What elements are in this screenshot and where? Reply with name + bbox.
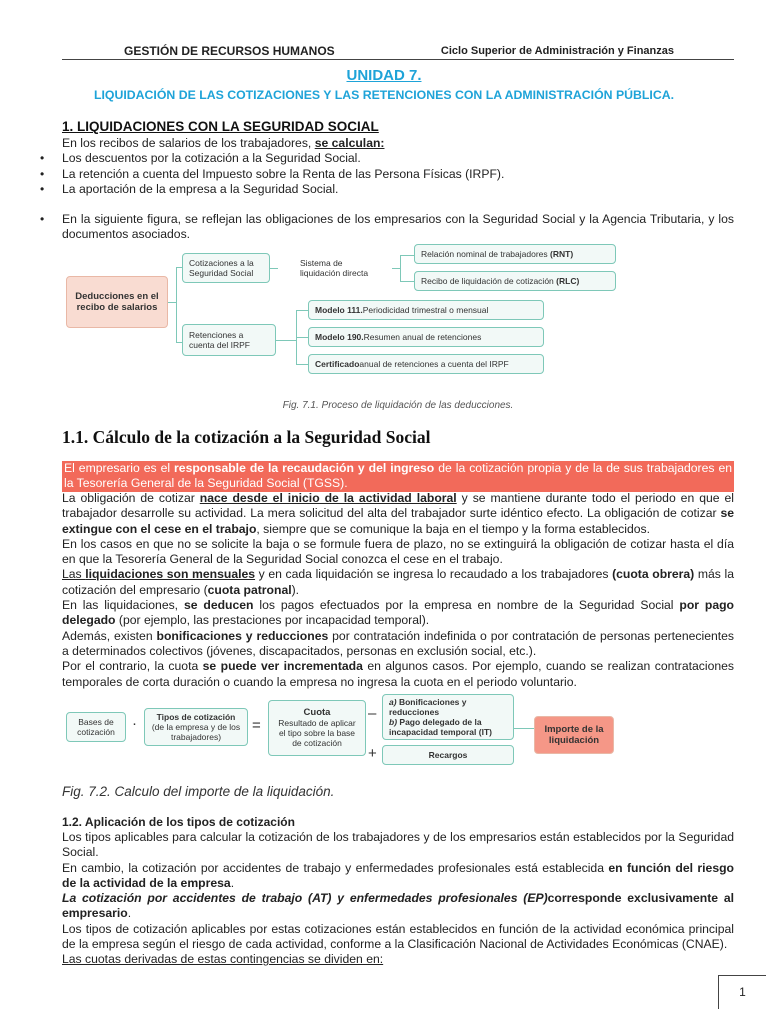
paragraph: En cambio, la cotización por accidentes de trabajo y enfermedades profesionales está establecida en función del riesgo de la actividad de la empresa. bbox=[62, 860, 734, 890]
rates-box: Tipos de cotización (de la empresa y de los trabajadores) bbox=[144, 708, 248, 746]
model-111-box: Modelo 111. Periodicidad trimestral o mensual bbox=[308, 300, 544, 320]
list-item: • En la siguiente figura, se reflejan las obligaciones de los empresarios con la Seguridad Social y la Agencia Tributaria, y los documentos asociados. bbox=[62, 212, 734, 243]
deductions-list bbox=[62, 151, 734, 197]
header-right: Ciclo Superior de Administración y Finanzas bbox=[440, 45, 674, 57]
intro-line: En los recibos de salarios de los trabajadores, se calculan: bbox=[62, 136, 385, 150]
root-deductions-box: Deducciones en el recibo de salarios bbox=[66, 276, 168, 328]
header-left: GESTIÓN DE RECURSOS HUMANOS bbox=[124, 44, 335, 58]
figure-2-caption: Fig. 7.2. Calculo del importe de la liquidación. bbox=[62, 784, 335, 799]
page-header bbox=[62, 44, 734, 60]
certificate-box: Certificado anual de retenciones a cuenta del IRPF bbox=[308, 354, 544, 374]
figure-intro-list bbox=[62, 212, 734, 243]
list-item: • Los descuentos por la cotización a la Seguridad Social. bbox=[62, 151, 734, 166]
section-1-1-body bbox=[62, 491, 734, 690]
model-190-box: Modelo 190. Resumen anual de retenciones bbox=[308, 327, 544, 347]
paragraph: Las liquidaciones son mensuales y en cada liquidación se ingresa lo recaudado a los trabajadores (cuota obrera) más la cotización del empresario (cuota patronal). bbox=[62, 567, 734, 597]
liquidation-amount-box: Importe de la liquidación bbox=[534, 716, 614, 754]
page-number: 1 bbox=[718, 975, 766, 1009]
paragraph: En los casos en que no se solicite la baja o se formule fuera de plazo, no se extinguirá la obligación de cotizar hasta el día en que la Tesorería General de la Seguridad Social conozca el cese en el trabajo. bbox=[62, 536, 734, 567]
liquidation-diagram bbox=[66, 694, 616, 770]
irpf-box: Retenciones a cuenta del IRPF bbox=[182, 324, 276, 356]
paragraph: En las liquidaciones, se deducen los pagos efectuados por la empresa en nombre de la Seguridad Social por pago delegado (por ejemplo, las prestaciones por incapacidad temporal). bbox=[62, 598, 735, 628]
paragraph: La cotización por accidentes de trabajo (AT) y enfermedades profesionales (EP)corresponde exclusivamente al empresario. bbox=[62, 891, 734, 921]
rlc-box: Recibo de liquidación de cotización (RLC) bbox=[414, 271, 616, 291]
deductions-diagram bbox=[66, 248, 580, 376]
paragraph: Las cuotas derivadas de estas contingencias se dividen en: bbox=[62, 952, 384, 967]
paragraph: La obligación de cotizar nace desde el inicio de la actividad laboral y se mantiene durante todo el periodo en que el trabajador desarrolle su actividad. La mera solicitud del alta del trabajador surte idéntico efecto. La obligación de cotizar se extingue con el cese en el trabajo, siempre que se comunique la baja en el tiempo y la forma establecidos. bbox=[62, 491, 734, 536]
section-1-intro bbox=[62, 136, 734, 243]
figure-1-caption: Fig. 7.1. Proceso de liquidación de las deducciones. bbox=[282, 400, 514, 411]
unit-subtitle: LIQUIDACIÓN DE LAS COTIZACIONES Y LAS RETENCIONES CON LA ADMINISTRACIÓN PÚBLICA. bbox=[93, 88, 675, 102]
minus-operator: – bbox=[368, 705, 377, 722]
bases-box: Bases de cotización bbox=[66, 712, 126, 742]
section-1-2-title: 1.2. Aplicación de los tipos de cotización bbox=[62, 815, 295, 829]
social-security-box: Cotizaciones a la Seguridad Social bbox=[182, 253, 270, 283]
section-1-2-body bbox=[62, 830, 734, 968]
direct-system-box: Sistema de liquidación directa bbox=[294, 253, 390, 283]
list-item: • La retención a cuenta del Impuesto sobre la Renta de las Persona Físicas (IRPF). bbox=[62, 167, 734, 182]
section-1-1-title: 1.1. Cálculo de la cotización a la Seguridad Social bbox=[62, 427, 431, 447]
rnt-box: Relación nominal de trabajadores (RNT) bbox=[414, 244, 616, 264]
quota-box: Cuota Resultado de aplicar el tipo sobre la base de cotización bbox=[268, 700, 366, 756]
list-item: • La aportación de la empresa a la Seguridad Social. bbox=[62, 182, 734, 197]
paragraph: Los tipos aplicables para calcular la cotización de los trabajadores y de los empresarios están establecidos por la Seguridad Social. bbox=[62, 830, 734, 860]
paragraph: Por el contrario, la cuota se puede ver incrementada en algunos casos. Por ejemplo, cuando se realizan contrataciones temporales de corta duración o cuando la empresa no ingresa la cuota en el periodo voluntario. bbox=[62, 659, 735, 689]
times-operator: · bbox=[132, 715, 137, 732]
equals-operator: = bbox=[252, 717, 261, 734]
paragraph: Además, existen bonificaciones y reducciones por contratación indefinida o por contratación de personas pertenecientes a determinados colectivos (jóvenes, discapacitados, personas en exclusión social, etc.). bbox=[62, 628, 735, 658]
highlighted-paragraph: El empresario es el responsable de la recaudación y del ingreso de la cotización propia y de la de sus trabajadores en la Tesorería General de la Seguridad Social (TGSS). bbox=[64, 461, 733, 491]
surcharges-box: Recargos bbox=[382, 745, 514, 765]
plus-operator: + bbox=[368, 745, 377, 762]
bonifications-box: a) Bonificaciones y reducciones b) Pago delegado de la incapacidad temporal (IT) bbox=[382, 694, 514, 740]
paragraph: Los tipos de cotización aplicables por estas cotizaciones están establecidos en función de la actividad económica principal de la empresa según el riesgo de cada actividad, conforme a la Clasificación Nacional de Actividades Económicas (CNAE). bbox=[62, 921, 734, 952]
section-1-title: 1. LIQUIDACIONES CON LA SEGURIDAD SOCIAL bbox=[62, 119, 379, 134]
unit-title: UNIDAD 7. bbox=[346, 67, 422, 84]
